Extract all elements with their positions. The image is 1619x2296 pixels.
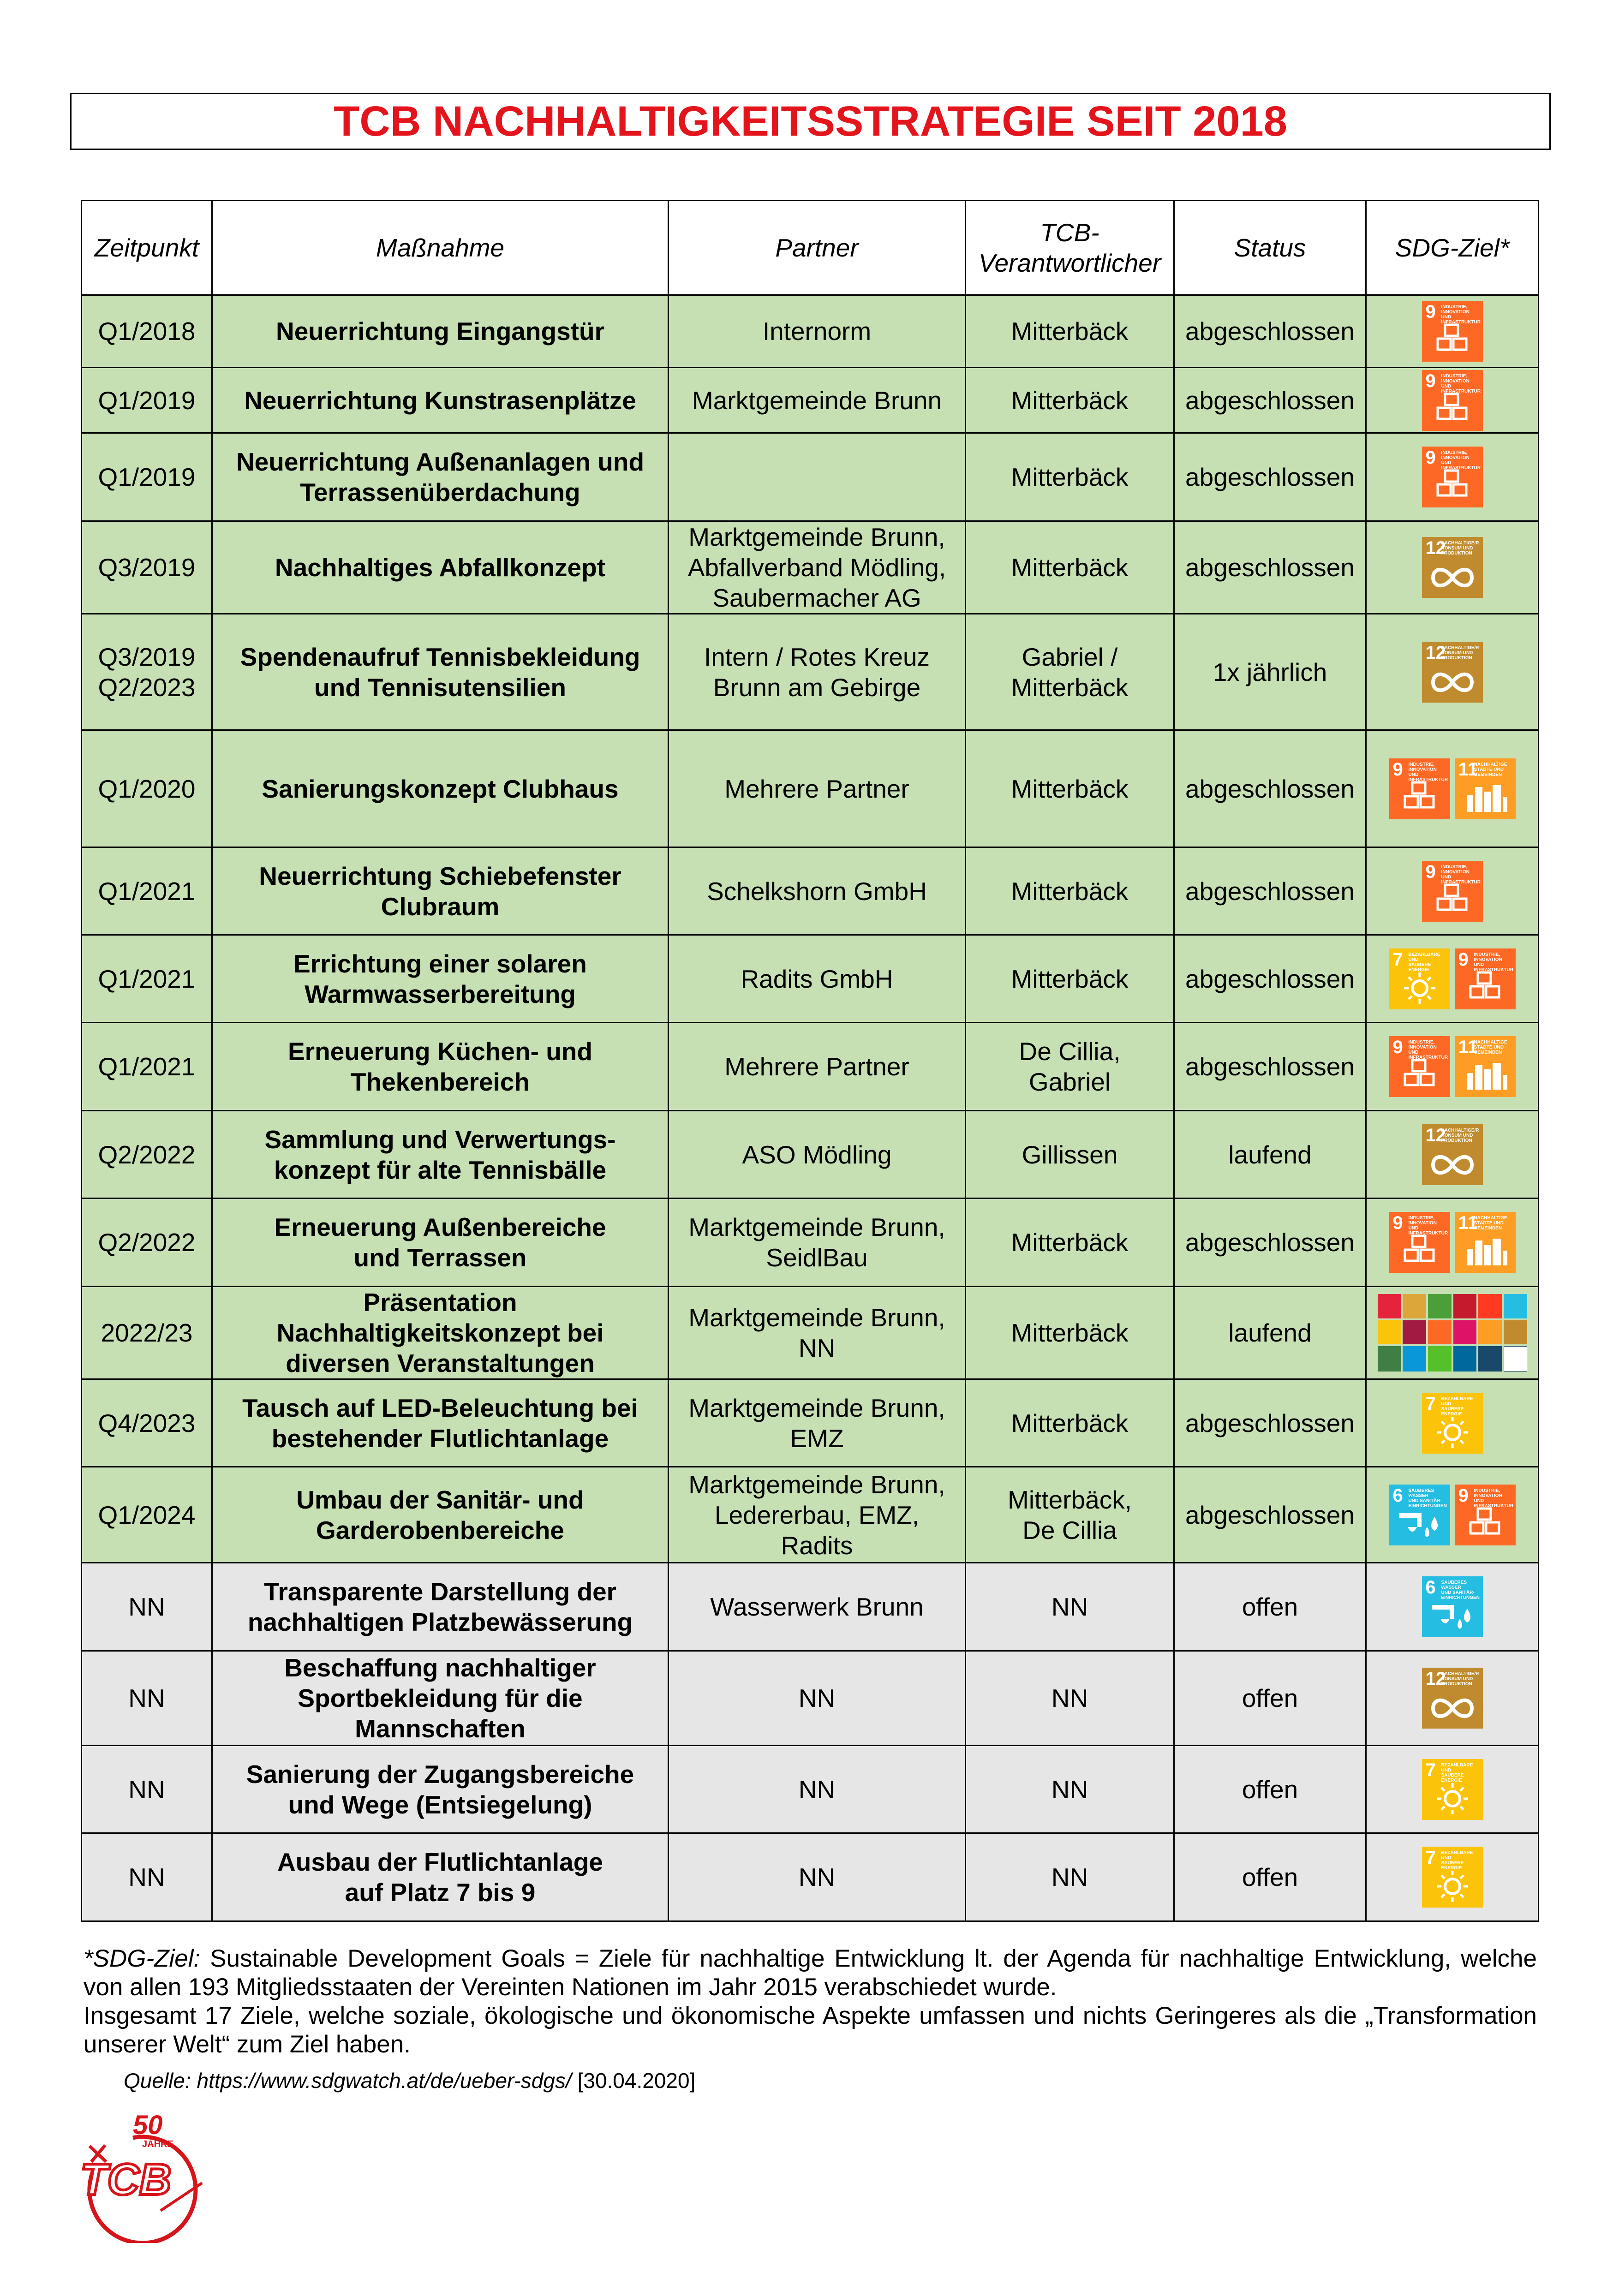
tcb-line: NN: [1051, 1863, 1088, 1891]
zeitpunkt-line: Q2/2023: [98, 673, 196, 702]
cell-partner: [669, 1833, 966, 1921]
cell-sdg-ziel: [1366, 1023, 1539, 1111]
tcb-line: Mitterbäck,: [1008, 1485, 1132, 1514]
tcb-line: Mitterbäck: [1011, 553, 1129, 582]
page-title: TCB NACHHALTIGKEITSSTRATEGIE SEIT 2018: [334, 97, 1287, 145]
cell-status: abgeschlossen: [1174, 730, 1366, 847]
zeitpunkt-line: NN: [128, 1684, 165, 1712]
cell-zeitpunkt: [82, 1287, 212, 1379]
massnahme-line: Errichtung einer solaren: [293, 949, 587, 978]
cell-sdg-ziel: [1366, 614, 1539, 730]
zeitpunkt-line: Q3/2019: [98, 553, 196, 582]
table-row: [82, 433, 1539, 521]
sdg-6-icon: 6 SAUBERES WASSER UND SANITÄR- EINRICHTUNGEN: [1422, 1576, 1483, 1637]
cell-sdg-ziel: [1366, 730, 1539, 847]
cell-zeitpunkt: [82, 521, 212, 614]
cell-zeitpunkt: [82, 1199, 212, 1287]
cell-sdg-ziel: [1366, 1467, 1539, 1563]
cell-massnahme: [212, 935, 669, 1023]
zeitpunkt-line: Q2/2022: [98, 1140, 196, 1169]
table-row: [82, 1563, 1539, 1651]
partner-line: Marktgemeinde Brunn,: [688, 1303, 945, 1332]
partner-line: Schelkshorn GmbH: [707, 877, 927, 906]
table-row: [82, 1379, 1539, 1467]
cell-massnahme: [212, 368, 669, 433]
cell-partner: [669, 521, 966, 614]
header-sdg-ziel: SDG-Ziel*: [1366, 201, 1539, 295]
zeitpunkt-line: Q1/2020: [98, 774, 196, 803]
cell-sdg-ziel: [1366, 1833, 1539, 1921]
partner-line: Abfallverband Mödling,: [687, 553, 946, 582]
zeitpunkt-line: Q4/2023: [98, 1408, 196, 1437]
partner-line: Intern / Rotes Kreuz: [704, 642, 930, 671]
header-tcb-line2: Verantwortlicher: [978, 249, 1161, 277]
cell-tcb-verantwortlicher: [966, 847, 1174, 935]
cell-status: laufend: [1174, 1287, 1366, 1379]
partner-line: NN: [798, 1334, 836, 1362]
cell-sdg-ziel: [1366, 1563, 1539, 1651]
partner-line: Mehrere Partner: [724, 774, 909, 803]
tcb-50-jahre-logo: [78, 2114, 211, 2243]
cell-tcb-verantwortlicher: [966, 1287, 1174, 1379]
cell-massnahme: [212, 730, 669, 847]
footnote-paragraph-1: [84, 1944, 1537, 2002]
massnahme-line: auf Platz 7 bis 9: [345, 1878, 536, 1907]
partner-line: Wasserwerk Brunn: [710, 1592, 924, 1621]
cell-partner: [669, 1467, 966, 1563]
cell-status: abgeschlossen: [1174, 368, 1366, 433]
sdg-all-goals-icon: [1378, 1294, 1527, 1372]
massnahme-line: Umbau der Sanitär- und: [296, 1485, 584, 1514]
footnote-paragraph-2: Insgesamt 17 Ziele, welche soziale, ökologische und ökonomische Aspekte umfassen und nichts Geringeres als die „Transformation unserer Welt“ zum Ziel haben.: [84, 2002, 1537, 2058]
cell-zeitpunkt: [82, 368, 212, 433]
table-row: [82, 1199, 1539, 1287]
massnahme-line: Transparente Darstellung der: [263, 1577, 617, 1606]
sdg-9-icon: 9 INDUSTRIE, INNOVATION UND INFRASTRUKTUR: [1422, 861, 1483, 922]
sdg-11-icon: 11 NACHHALTIGE STÄDTE UND GEMEINDEN: [1455, 758, 1516, 819]
cell-status: abgeschlossen: [1174, 295, 1366, 368]
massnahme-line: diversen Veranstaltungen: [286, 1349, 595, 1378]
zeitpunkt-line: Q1/2021: [98, 877, 196, 906]
zeitpunkt-line: NN: [128, 1775, 165, 1804]
partner-line: Saubermacher AG: [712, 584, 921, 612]
cell-massnahme: [212, 1467, 669, 1563]
cell-partner: [669, 295, 966, 368]
tcb-line: NN: [1051, 1775, 1088, 1804]
sdg-9-icon: 9 INDUSTRIE, INNOVATION UND INFRASTRUKTUR: [1455, 948, 1516, 1009]
table-row: [82, 1023, 1539, 1111]
partner-line: Marktgemeinde Brunn,: [688, 523, 945, 551]
massnahme-line: konzept für alte Tennisbälle: [274, 1155, 607, 1184]
partner-line: EMZ: [790, 1424, 844, 1453]
massnahme-line: Neuerrichtung Schiebefenster: [259, 861, 621, 890]
partner-line: Radits GmbH: [741, 964, 893, 993]
table-row: [82, 295, 1539, 368]
cell-massnahme: [212, 847, 669, 935]
tcb-line: Gabriel: [1028, 1067, 1111, 1096]
cell-partner: [669, 1199, 966, 1287]
partner-line: Brunn am Gebirge: [713, 673, 921, 702]
partner-line: NN: [798, 1863, 836, 1891]
cell-status: offen: [1174, 1833, 1366, 1921]
partner-line: Marktgemeinde Brunn: [692, 386, 942, 415]
cell-sdg-ziel: [1366, 1651, 1539, 1746]
cell-tcb-verantwortlicher: [966, 935, 1174, 1023]
table-row: [82, 935, 1539, 1023]
massnahme-line: Nachhaltigkeitskonzept bei: [276, 1318, 604, 1347]
partner-line: Mehrere Partner: [724, 1052, 909, 1081]
cell-massnahme: [212, 1746, 669, 1833]
table-row: [82, 368, 1539, 433]
cell-tcb-verantwortlicher: [966, 614, 1174, 730]
tcb-line: De Cillia: [1022, 1515, 1117, 1545]
zeitpunkt-line: NN: [128, 1592, 165, 1621]
massnahme-line: Garderobenbereiche: [316, 1515, 564, 1545]
sdg-9-icon: 9 INDUSTRIE, INNOVATION UND INFRASTRUKTUR: [1455, 1485, 1516, 1545]
cell-tcb-verantwortlicher: [966, 730, 1174, 847]
massnahme-line: Sammlung und Verwertungs-: [264, 1125, 616, 1154]
footnote: [84, 1944, 1537, 2059]
table-row: [82, 614, 1539, 730]
cell-status: abgeschlossen: [1174, 847, 1366, 935]
partner-line: ASO Mödling: [742, 1140, 892, 1169]
cell-zeitpunkt: [82, 730, 212, 847]
cell-status: abgeschlossen: [1174, 433, 1366, 521]
massnahme-line: Warmwasserbereitung: [305, 979, 576, 1008]
sdg-12-icon: 12 NACHHALTIGE/R KONSUM UND PRODUKTION: [1422, 1124, 1483, 1185]
sdg-9-icon: 9 INDUSTRIE, INNOVATION UND INFRASTRUKTUR: [1422, 301, 1483, 362]
cell-zeitpunkt: [82, 1833, 212, 1921]
tcb-line: Mitterbäck: [1011, 1318, 1129, 1347]
cell-massnahme: [212, 1023, 669, 1111]
logo-word: JAHRE: [142, 2139, 173, 2149]
cell-status: abgeschlossen: [1174, 1199, 1366, 1287]
zeitpunkt-line: Q2/2022: [98, 1228, 196, 1257]
cell-partner: [669, 730, 966, 847]
cell-sdg-ziel: [1366, 368, 1539, 433]
cell-partner: [669, 1651, 966, 1746]
cell-partner: [669, 935, 966, 1023]
tcb-line: De Cillia,: [1019, 1037, 1121, 1066]
cell-partner: [669, 1111, 966, 1199]
partner-line: NN: [798, 1775, 836, 1804]
cell-tcb-verantwortlicher: [966, 1379, 1174, 1467]
table-header-row: [82, 201, 1539, 295]
massnahme-line: bestehender Flutlichtanlage: [271, 1424, 609, 1453]
tcb-line: Gabriel /: [1022, 642, 1118, 671]
sdg-7-icon: 7 BEZAHLBARE UND SAUBERE ENERGIE: [1422, 1759, 1483, 1820]
table-row: [82, 730, 1539, 847]
cell-massnahme: [212, 521, 669, 614]
cell-zeitpunkt: [82, 1111, 212, 1199]
massnahme-line: Ausbau der Flutlichtanlage: [277, 1848, 603, 1876]
cell-tcb-verantwortlicher: [966, 1746, 1174, 1833]
zeitpunkt-line: Q1/2021: [98, 964, 196, 993]
cell-massnahme: [212, 1563, 669, 1651]
zeitpunkt-line: Q1/2024: [98, 1500, 196, 1529]
cell-massnahme: [212, 1287, 669, 1379]
source-line: [124, 2068, 695, 2093]
zeitpunkt-line: Q1/2018: [98, 317, 196, 346]
cell-tcb-verantwortlicher: [966, 521, 1174, 614]
cell-sdg-ziel: [1366, 1199, 1539, 1287]
massnahme-line: Tausch auf LED-Beleuchtung bei: [242, 1393, 638, 1422]
cell-tcb-verantwortlicher: [966, 295, 1174, 368]
cell-sdg-ziel: [1366, 1379, 1539, 1467]
cell-sdg-ziel: [1366, 1111, 1539, 1199]
sdg-12-icon: 12 NACHHALTIGE/R KONSUM UND PRODUKTION: [1422, 537, 1483, 598]
cell-sdg-ziel: [1366, 433, 1539, 521]
cell-sdg-ziel: [1366, 521, 1539, 614]
cell-sdg-ziel: [1366, 935, 1539, 1023]
cell-zeitpunkt: [82, 614, 212, 730]
sdg-12-icon: 12 NACHHALTIGE/R KONSUM UND PRODUKTION: [1422, 642, 1483, 703]
footnote-label: *SDG-Ziel:: [84, 1945, 201, 1972]
cell-massnahme: [212, 1379, 669, 1467]
partner-line: SeidlBau: [766, 1243, 868, 1272]
tcb-line: Gillissen: [1022, 1140, 1118, 1169]
table-row: [82, 847, 1539, 935]
zeitpunkt-line: Q1/2021: [98, 1052, 196, 1081]
cell-tcb-verantwortlicher: [966, 1023, 1174, 1111]
sdg-9-icon: 9 INDUSTRIE, INNOVATION UND INFRASTRUKTUR: [1389, 1036, 1450, 1097]
zeitpunkt-line: Q3/2019: [98, 642, 196, 671]
massnahme-line: Spendenaufruf Tennisbekleidung: [240, 642, 640, 671]
zeitpunkt-line: 2022/23: [101, 1318, 193, 1347]
massnahme-line: Sportbekleidung für die: [298, 1684, 583, 1712]
massnahme-line: Erneuerung Außenbereiche: [274, 1213, 606, 1241]
cell-zeitpunkt: [82, 935, 212, 1023]
cell-massnahme: [212, 1199, 669, 1287]
logo-years: 50: [133, 2114, 163, 2140]
header-tcb-line1: TCB-: [1040, 218, 1099, 247]
table-row: [82, 1746, 1539, 1833]
cell-tcb-verantwortlicher: [966, 1199, 1174, 1287]
cell-status: abgeschlossen: [1174, 1379, 1366, 1467]
tcb-line: NN: [1051, 1592, 1088, 1621]
massnahme-line: Neuerrichtung Außenanlagen und: [236, 447, 645, 476]
cell-sdg-ziel: [1366, 295, 1539, 368]
cell-zeitpunkt: [82, 1563, 212, 1651]
massnahme-line: Erneuerung Küchen- und: [288, 1037, 592, 1066]
sdg-9-icon: 9 INDUSTRIE, INNOVATION UND INFRASTRUKTUR: [1389, 758, 1450, 819]
cell-partner: [669, 1563, 966, 1651]
massnahme-line: und Tennisutensilien: [314, 673, 566, 702]
cell-tcb-verantwortlicher: [966, 1651, 1174, 1746]
cell-partner: [669, 1746, 966, 1833]
cell-partner: [669, 368, 966, 433]
cell-massnahme: [212, 1833, 669, 1921]
sdg-9-icon: 9 INDUSTRIE, INNOVATION UND INFRASTRUKTUR: [1422, 447, 1483, 507]
zeitpunkt-line: Q1/2019: [98, 463, 196, 491]
massnahme-line: und Terrassen: [353, 1243, 527, 1272]
table-row: [82, 1651, 1539, 1746]
cell-partner: [669, 1287, 966, 1379]
cell-status: laufend: [1174, 1111, 1366, 1199]
massnahme-line: Neuerrichtung Eingangstür: [276, 317, 604, 346]
tcb-line: Mitterbäck: [1011, 1228, 1129, 1257]
tcb-line: Mitterbäck: [1011, 1408, 1129, 1437]
sdg-12-icon: 12 NACHHALTIGE/R KONSUM UND PRODUKTION: [1422, 1668, 1483, 1729]
massnahme-line: Neuerrichtung Kunstrasenplätze: [244, 386, 636, 415]
cell-sdg-ziel: [1366, 1287, 1539, 1379]
massnahme-line: Terrassenüberdachung: [300, 478, 580, 507]
cell-sdg-ziel: [1366, 1746, 1539, 1833]
tcb-line: Mitterbäck: [1011, 317, 1129, 346]
sdg-9-icon: 9 INDUSTRIE, INNOVATION UND INFRASTRUKTUR: [1422, 370, 1483, 431]
header-partner: Partner: [669, 201, 966, 295]
sdg-7-icon: 7 BEZAHLBARE UND SAUBERE ENERGIE: [1389, 948, 1450, 1009]
partner-line: Internorm: [762, 317, 872, 346]
title-box: [70, 93, 1551, 150]
massnahme-line: Thekenbereich: [350, 1067, 530, 1096]
cell-status: 1x jährlich: [1174, 614, 1366, 730]
cell-zeitpunkt: [82, 1746, 212, 1833]
sdg-11-icon: 11 NACHHALTIGE STÄDTE UND GEMEINDEN: [1455, 1036, 1516, 1097]
table-row: [82, 1287, 1539, 1379]
table-row: [82, 1467, 1539, 1563]
cell-status: abgeschlossen: [1174, 1467, 1366, 1563]
tcb-line: Mitterbäck: [1011, 673, 1129, 702]
cell-zeitpunkt: [82, 1023, 212, 1111]
sdg-7-icon: 7 BEZAHLBARE UND SAUBERE ENERGIE: [1422, 1847, 1483, 1908]
cell-tcb-verantwortlicher: [966, 1563, 1174, 1651]
cell-massnahme: [212, 433, 669, 521]
cell-zeitpunkt: [82, 847, 212, 935]
partner-line: Marktgemeinde Brunn,: [688, 1393, 945, 1422]
cell-massnahme: [212, 614, 669, 730]
partner-line: Ledererbau, EMZ,: [714, 1500, 920, 1529]
partner-line: NN: [798, 1684, 836, 1712]
header-status: Status: [1174, 201, 1366, 295]
tcb-line: Mitterbäck: [1011, 774, 1129, 803]
cell-massnahme: [212, 295, 669, 368]
massnahme-line: nachhaltigen Platzbewässerung: [247, 1608, 633, 1636]
cell-partner: [669, 433, 966, 521]
source-link: Quelle: https://www.sdgwatch.at/de/ueber-sdgs/: [124, 2069, 572, 2093]
partner-line: Marktgemeinde Brunn,: [688, 1213, 945, 1241]
cell-status: abgeschlossen: [1174, 935, 1366, 1023]
massnahme-line: Beschaffung nachhaltiger: [284, 1653, 596, 1682]
cell-partner: [669, 1379, 966, 1467]
partner-line: Marktgemeinde Brunn,: [688, 1470, 945, 1499]
cell-tcb-verantwortlicher: [966, 1467, 1174, 1563]
header-zeitpunkt: Zeitpunkt: [82, 201, 212, 295]
table-row: [82, 1111, 1539, 1199]
tcb-line: Mitterbäck: [1011, 964, 1129, 993]
massnahme-line: Nachhaltiges Abfallkonzept: [275, 553, 606, 582]
logo-club: TCB: [80, 2155, 172, 2204]
tcb-line: Mitterbäck: [1011, 463, 1129, 491]
cell-massnahme: [212, 1111, 669, 1199]
partner-line: Radits: [781, 1531, 853, 1560]
cell-tcb-verantwortlicher: [966, 433, 1174, 521]
massnahme-line: Mannschaften: [355, 1714, 526, 1743]
cell-partner: [669, 1023, 966, 1111]
cell-partner: [669, 614, 966, 730]
table-row: [82, 1833, 1539, 1921]
source-date: [30.04.2020]: [571, 2069, 696, 2093]
zeitpunkt-line: Q1/2019: [98, 386, 196, 415]
table-row: [82, 521, 1539, 614]
cell-status: abgeschlossen: [1174, 521, 1366, 614]
cell-tcb-verantwortlicher: [966, 1111, 1174, 1199]
tcb-line: Mitterbäck: [1011, 877, 1129, 906]
cell-partner: [669, 847, 966, 935]
massnahme-line: Clubraum: [381, 892, 500, 921]
sdg-11-icon: 11 NACHHALTIGE STÄDTE UND GEMEINDEN: [1455, 1212, 1516, 1273]
sdg-7-icon: 7 BEZAHLBARE UND SAUBERE ENERGIE: [1422, 1393, 1483, 1454]
cell-zeitpunkt: [82, 433, 212, 521]
cell-status: abgeschlossen: [1174, 1023, 1366, 1111]
cell-status: offen: [1174, 1746, 1366, 1833]
massnahme-line: Sanierung der Zugangsbereiche: [246, 1759, 634, 1789]
strategy-table: [81, 200, 1539, 1922]
massnahme-line: Präsentation: [363, 1288, 517, 1317]
cell-status: offen: [1174, 1563, 1366, 1651]
massnahme-line: Sanierungskonzept Clubhaus: [262, 774, 619, 803]
header-tcb-verantwortlicher: [966, 201, 1174, 295]
tcb-line: Mitterbäck: [1011, 386, 1129, 415]
massnahme-line: und Wege (Entsiegelung): [288, 1790, 592, 1819]
cell-massnahme: [212, 1651, 669, 1746]
cell-tcb-verantwortlicher: [966, 1833, 1174, 1921]
cell-zeitpunkt: [82, 1467, 212, 1563]
footnote-text-1: Sustainable Development Goals = Ziele für nachhaltige Entwicklung lt. der Agenda für nachhaltige Entwicklung, welche von allen 193 Mitgliedsstaaten der Vereinten Nationen im Jahr 2015 verabschiedet wurde.: [84, 1945, 1537, 2001]
cell-sdg-ziel: [1366, 847, 1539, 935]
cell-status: offen: [1174, 1651, 1366, 1746]
sdg-6-icon: 6 SAUBERES WASSER UND SANITÄR- EINRICHTUNGEN: [1389, 1485, 1450, 1545]
tcb-line: NN: [1051, 1684, 1088, 1712]
cell-zeitpunkt: [82, 295, 212, 368]
cell-zeitpunkt: [82, 1379, 212, 1467]
cell-zeitpunkt: [82, 1651, 212, 1746]
cell-tcb-verantwortlicher: [966, 368, 1174, 433]
header-massnahme: Maßnahme: [212, 201, 669, 295]
sdg-9-icon: 9 INDUSTRIE, INNOVATION UND INFRASTRUKTUR: [1389, 1212, 1450, 1273]
zeitpunkt-line: NN: [128, 1863, 165, 1891]
